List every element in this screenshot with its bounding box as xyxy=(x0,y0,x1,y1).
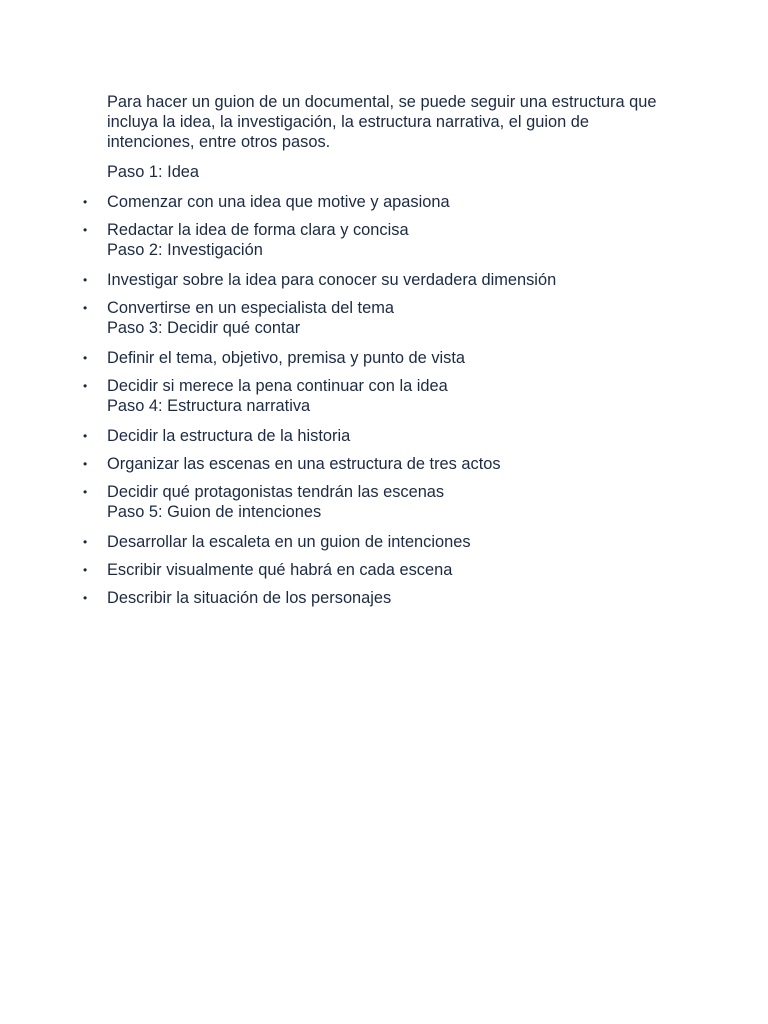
bullet-icon: • xyxy=(83,563,88,577)
bullet-icon: • xyxy=(83,273,88,287)
bullet-icon: • xyxy=(83,301,88,315)
list-item-text: Investigar sobre la idea para conocer su verdadera dimensión xyxy=(107,271,557,289)
list-item xyxy=(0,560,768,580)
step-heading-3: Paso 3: Decidir qué contar xyxy=(107,319,301,337)
list-item xyxy=(0,532,768,552)
step-heading-5: Paso 5: Guion de intenciones xyxy=(107,503,322,521)
step-heading-2: Paso 2: Investigación xyxy=(107,241,263,259)
list-item-text: Decidir si merece la pena continuar con la idea xyxy=(107,377,448,395)
step-heading-1: Paso 1: Idea xyxy=(107,163,200,181)
list-item-text: Escribir visualmente qué habrá en cada escena xyxy=(107,561,453,579)
list-item xyxy=(0,192,768,212)
list-item-text: Desarrollar la escaleta en un guion de intenciones xyxy=(107,533,471,551)
bullet-icon: • xyxy=(83,351,88,365)
bullet-icon: • xyxy=(83,485,88,499)
step-heading-4: Paso 4: Estructura narrativa xyxy=(107,397,311,415)
list-item-text: Convertirse en un especialista del tema xyxy=(107,299,394,317)
list-item-text: Comenzar con una idea que motive y apasiona xyxy=(107,193,450,211)
list-item xyxy=(0,426,768,446)
list-item xyxy=(0,588,768,608)
steps-list xyxy=(0,192,768,608)
bullet-icon: • xyxy=(83,591,88,605)
bullet-icon: • xyxy=(83,457,88,471)
list-item xyxy=(0,454,768,474)
list-item-text: Definir el tema, objetivo, premisa y punto de vista xyxy=(107,349,466,367)
list-item-text: Redactar la idea de forma clara y concisa xyxy=(107,221,409,239)
bullet-icon: • xyxy=(83,195,88,209)
list-item xyxy=(0,220,768,260)
list-item xyxy=(0,348,768,368)
list-item-text: Organizar las escenas en una estructura de tres actos xyxy=(107,455,501,473)
bullet-icon: • xyxy=(83,379,88,393)
list-item xyxy=(0,376,768,416)
bullet-icon: • xyxy=(83,535,88,549)
list-item-text: Decidir la estructura de la historia xyxy=(107,427,351,445)
list-item-text: Decidir qué protagonistas tendrán las escenas xyxy=(107,483,445,501)
list-item xyxy=(0,270,768,290)
bullet-icon: • xyxy=(83,429,88,443)
list-item xyxy=(0,298,768,338)
intro-paragraph: Para hacer un guion de un documental, se puede seguir una estructura que incluya la idea, la investigación, la estructura narrativa, el guion de intenciones, entre otros pasos. xyxy=(107,93,657,151)
list-item-text: Describir la situación de los personajes xyxy=(107,589,392,607)
list-item xyxy=(0,482,768,522)
bullet-icon: • xyxy=(83,223,88,237)
